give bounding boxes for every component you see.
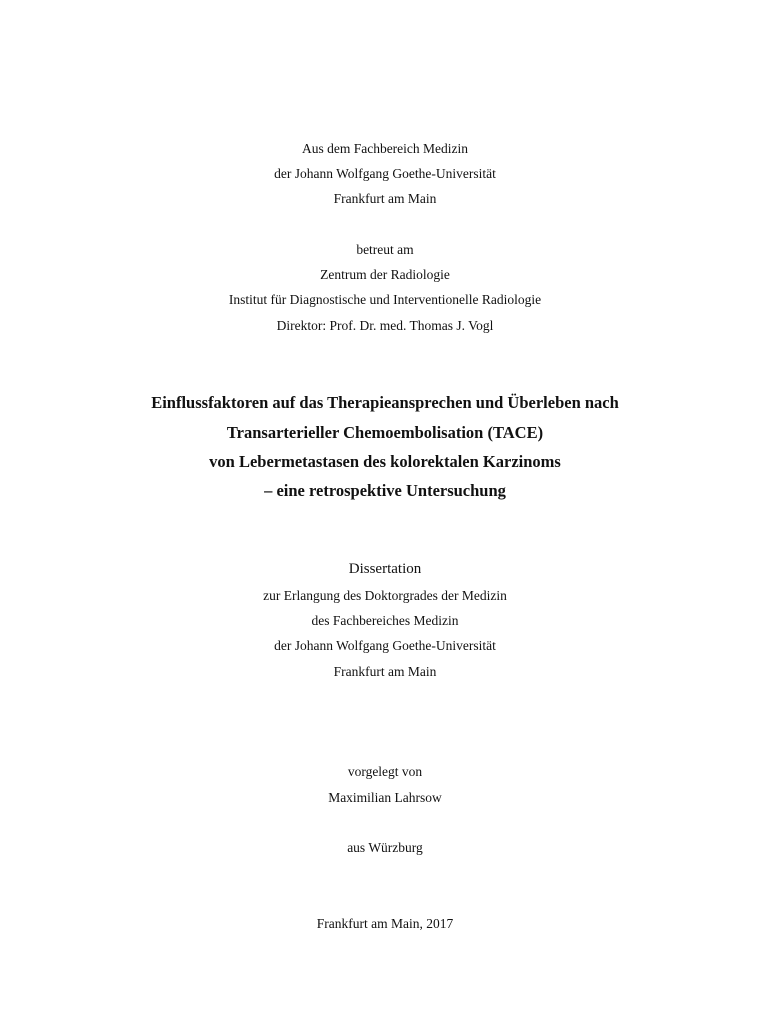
university-line: der Johann Wolfgang Goethe-Universität	[274, 166, 496, 181]
thesis-title-line-2: Transarterieller Chemoembolisation (TACE)	[226, 423, 544, 442]
dissertation-university-line: der Johann Wolfgang Goethe-Universität	[274, 638, 496, 653]
city-line: Frankfurt am Main	[333, 191, 437, 206]
thesis-title-line-3: von Lebermetastasen des kolorektalen Karzinoms	[209, 452, 561, 471]
presented-by-line: vorgelegt von	[347, 764, 423, 779]
author-name: Maximilian Lahrsow	[328, 790, 442, 805]
thesis-title-line-1: Einflussfaktoren auf das Therapieansprechen und Überleben nach	[151, 393, 619, 412]
degree-purpose-line: zur Erlangung des Doktorgrades der Medizin	[263, 588, 507, 603]
faculty-line: Aus dem Fachbereich Medizin	[301, 141, 469, 156]
author-origin: aus Würzburg	[347, 840, 423, 855]
dissertation-city-line: Frankfurt am Main	[333, 664, 437, 679]
place-and-date: Frankfurt am Main, 2017	[316, 916, 454, 931]
dissertation-label: Dissertation	[348, 561, 422, 577]
director-line: Direktor: Prof. Dr. med. Thomas J. Vogl	[276, 318, 494, 333]
supervised-at-line: betreut am	[356, 242, 414, 257]
thesis-title-line-4: – eine retrospektive Untersuchung	[264, 481, 506, 500]
department-line: des Fachbereiches Medizin	[311, 613, 459, 628]
center-line: Zentrum der Radiologie	[320, 267, 450, 282]
institute-line: Institut für Diagnostische und Interventionelle Radiologie	[228, 292, 542, 307]
